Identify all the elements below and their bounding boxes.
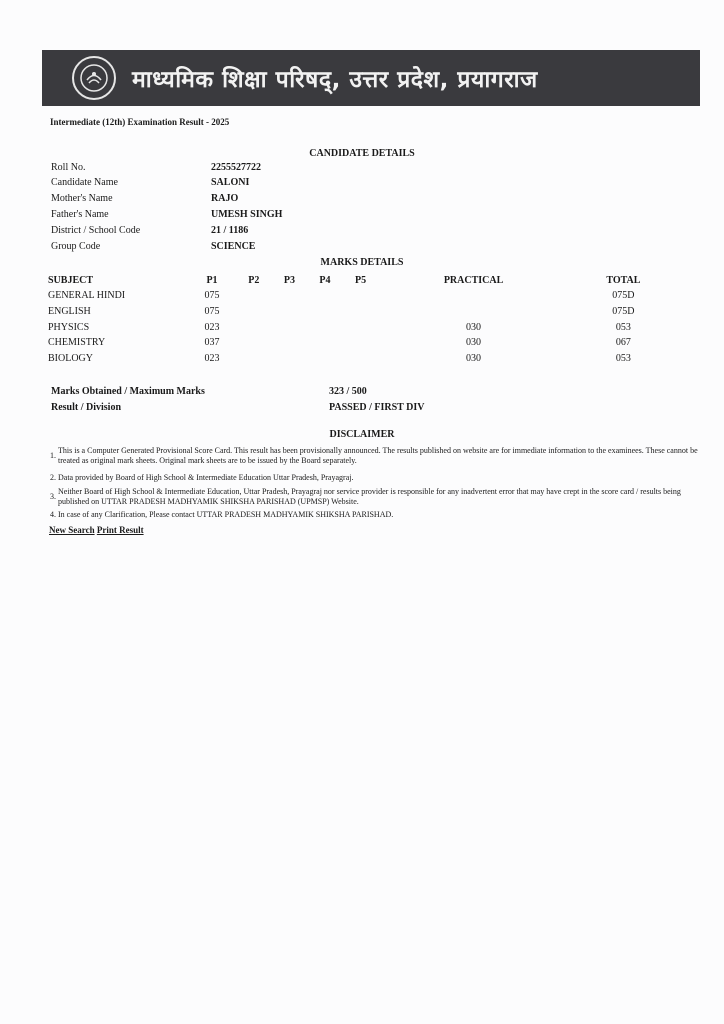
father-name-value: UMESH SINGH bbox=[211, 209, 283, 220]
p2-cell bbox=[236, 304, 272, 320]
disclaimer-text: This is a Computer Generated Provisional Score Card. This result has been provisionally announced. The results published on website are for immediate information to the examinees. These cannot be treated as original mark sheets. Original mark sheets are to be issued by the Board separately. bbox=[58, 446, 698, 465]
practical-cell bbox=[378, 304, 568, 320]
father-name-label: Father's Name bbox=[51, 209, 109, 220]
disclaimer-item bbox=[50, 510, 700, 520]
p2-cell bbox=[236, 335, 272, 351]
school-code-value: 21 / 1186 bbox=[211, 225, 249, 236]
p4-cell bbox=[307, 288, 343, 304]
print-result-link[interactable]: Print Result bbox=[96, 525, 144, 535]
col-p4: P4 bbox=[319, 274, 331, 286]
subject-cell: GENERAL HINDI bbox=[48, 290, 126, 302]
result-links bbox=[49, 525, 144, 535]
col-p2: P2 bbox=[248, 274, 260, 286]
board-emblem-icon bbox=[72, 56, 116, 100]
marks-obtained-value: 323 / 500 bbox=[329, 386, 367, 397]
board-title: माध्यमिक शिक्षा परिषद्, उत्तर प्रदेश, प्रयागराज bbox=[132, 67, 538, 93]
marks-header-row bbox=[48, 272, 678, 288]
mother-name-value: RAJO bbox=[211, 193, 239, 204]
practical-cell: 030 bbox=[466, 337, 482, 349]
disclaimer-item bbox=[50, 473, 700, 483]
p5-cell bbox=[343, 319, 379, 335]
table-row bbox=[48, 335, 678, 351]
table-row bbox=[48, 319, 678, 335]
candidate-name-label: Candidate Name bbox=[51, 177, 118, 188]
disclaimer-heading: DISCLAIMER bbox=[329, 429, 395, 440]
header-banner bbox=[42, 50, 700, 106]
p3-cell bbox=[272, 335, 308, 351]
col-total: TOTAL bbox=[606, 274, 641, 286]
marks-table bbox=[48, 272, 678, 366]
p5-cell bbox=[343, 351, 379, 367]
total-cell: 053 bbox=[615, 321, 631, 333]
p5-cell bbox=[343, 335, 379, 351]
disclaimer-text: In case of any Clarification, Please contact UTTAR PRADESH MADHYAMIK SHIKSHA PARISHAD. bbox=[58, 510, 394, 519]
p5-cell bbox=[343, 288, 379, 304]
p4-cell bbox=[307, 304, 343, 320]
col-practical: PRACTICAL bbox=[443, 274, 504, 286]
result-division-label: Result / Division bbox=[51, 402, 122, 413]
p4-cell bbox=[307, 335, 343, 351]
disclaimer-number: 4. bbox=[50, 510, 56, 519]
p1-cell: 023 bbox=[204, 321, 220, 333]
practical-cell: 030 bbox=[466, 321, 482, 333]
disclaimer-text: Neither Board of High School & Intermediate Education, Uttar Pradesh, Prayagraj nor service provider is responsible for any inadvertent error that may have crept in the score card / results being published on UTTAR PRADESH MADHYAMIK SHIKSHA PARISHAD (UPMSP) Website. bbox=[58, 487, 681, 506]
subject-cell: CHEMISTRY bbox=[48, 337, 106, 349]
p3-cell bbox=[272, 319, 308, 335]
p2-cell bbox=[236, 319, 272, 335]
practical-cell: 030 bbox=[466, 353, 482, 365]
table-row bbox=[48, 351, 678, 367]
p2-cell bbox=[236, 351, 272, 367]
new-search-link[interactable]: New Search bbox=[49, 525, 95, 535]
p3-cell bbox=[272, 288, 308, 304]
p4-cell bbox=[307, 351, 343, 367]
subject-cell: BIOLOGY bbox=[48, 353, 93, 365]
p1-cell: 037 bbox=[204, 337, 220, 349]
total-cell: 075D bbox=[612, 290, 635, 302]
disclaimer-number: 2. bbox=[50, 473, 56, 482]
p1-cell: 075 bbox=[204, 306, 220, 318]
disclaimer-number: 1. bbox=[50, 451, 56, 460]
disclaimer-item bbox=[50, 487, 700, 507]
total-cell: 075D bbox=[612, 306, 635, 318]
school-code-label: District / School Code bbox=[51, 225, 141, 236]
total-cell: 067 bbox=[615, 337, 631, 349]
practical-cell bbox=[378, 288, 568, 304]
roll-no-label: Roll No. bbox=[51, 162, 86, 173]
col-p1: P1 bbox=[206, 274, 218, 286]
mother-name-label: Mother's Name bbox=[51, 193, 113, 204]
candidate-details-heading: CANDIDATE DETAILS bbox=[309, 148, 415, 159]
marks-obtained-label: Marks Obtained / Maximum Marks bbox=[51, 386, 205, 397]
p4-cell bbox=[307, 319, 343, 335]
group-code-value: SCIENCE bbox=[211, 241, 256, 252]
candidate-name-value: SALONI bbox=[211, 177, 250, 188]
subject-cell: PHYSICS bbox=[48, 321, 90, 333]
group-code-label: Group Code bbox=[51, 241, 101, 252]
marks-details-heading: MARKS DETAILS bbox=[320, 257, 404, 268]
p1-cell: 075 bbox=[204, 290, 220, 302]
col-subject: SUBJECT bbox=[48, 274, 94, 286]
total-cell: 053 bbox=[615, 353, 631, 365]
col-p3: P3 bbox=[283, 274, 295, 286]
p5-cell bbox=[343, 304, 379, 320]
exam-title: Intermediate (12th) Examination Result - 2025 bbox=[50, 117, 230, 127]
p3-cell bbox=[272, 351, 308, 367]
p2-cell bbox=[236, 288, 272, 304]
p3-cell bbox=[272, 304, 308, 320]
disclaimer-text: Data provided by Board of High School & Intermediate Education Uttar Pradesh, Prayagraj. bbox=[58, 473, 354, 482]
table-row bbox=[48, 288, 678, 304]
col-p5: P5 bbox=[355, 274, 367, 286]
subject-cell: ENGLISH bbox=[48, 306, 91, 318]
result-division-value: PASSED / FIRST DIV bbox=[329, 402, 425, 413]
p1-cell: 023 bbox=[204, 353, 220, 365]
table-row bbox=[48, 304, 678, 320]
disclaimer-number: 3. bbox=[50, 492, 56, 501]
disclaimer-item bbox=[50, 446, 700, 466]
roll-no-value: 2255527722 bbox=[211, 162, 261, 173]
